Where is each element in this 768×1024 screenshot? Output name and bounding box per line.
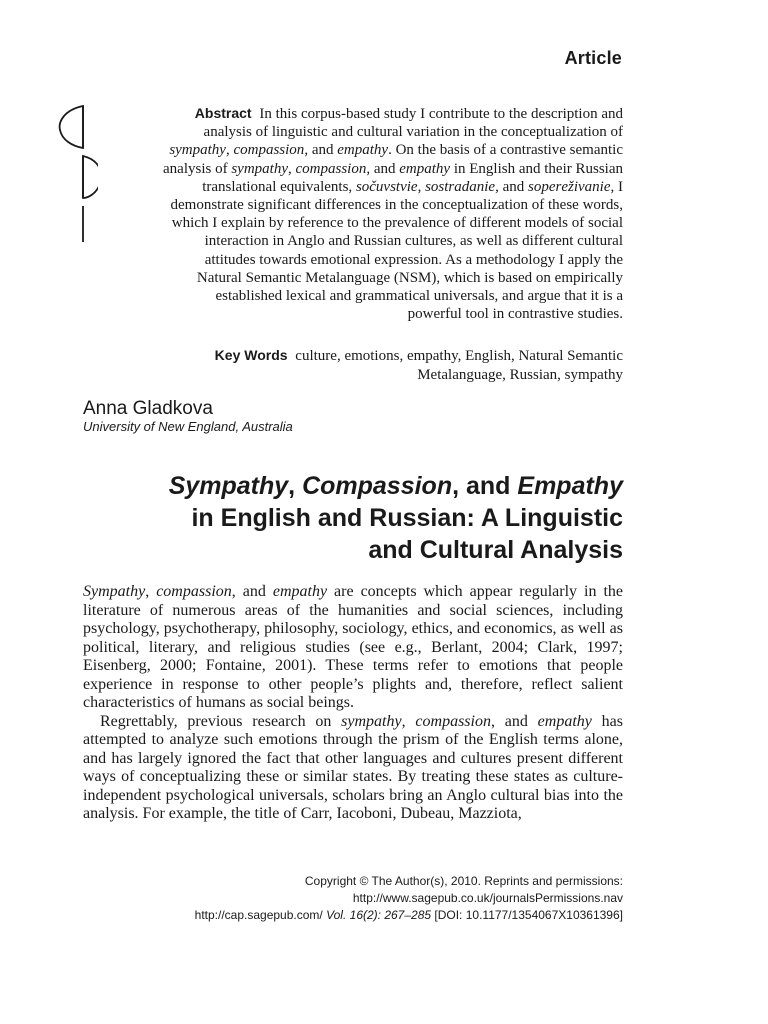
keywords-label: Key Words — [214, 347, 288, 363]
article-label: Article — [564, 48, 622, 68]
paragraph-1: Sympathy, compassion, and empathy are concepts which appear regularly in the literature of numerous areas of the humanities and social sciences, including psychology, psychotherapy, philosophy, sociology, ethics, and economics, as well as political, literary, and religious studies (see e.g., Berlant, 2004; Clark, 1997; Eisenberg, 2000; Fontaine, 2001). These terms refer to emotions that people experience in response to other people’s plights and, therefore, reflect salient characteristics of humans as social beings. — [83, 583, 624, 711]
author-name: Anna Gladkova — [83, 398, 213, 419]
keywords — [203, 346, 623, 384]
journal-logo-icon — [58, 104, 98, 244]
permissions-link[interactable]: http://www.sagepub.co.uk/journalsPermissions.nav — [352, 891, 623, 905]
citation-line — [63, 907, 623, 924]
doi: [DOI: 10.1177/1354067X10361396] — [434, 908, 623, 922]
paragraph-2: Regrettably, previous research on sympathy, compassion, and empathy has attempted to analyze such emotions through the prism of the English terms alone, and has largely ignored the fact that other languages and cultures present different ways of conceptualizing these or similar states. By treating these states as culture-independent psychological universals, scholars bring an Anglo cultural bias into the analysis. For example, the title of Carr, Iacoboni, Dubeau, Mazziota, — [83, 712, 623, 822]
copyright-footer — [63, 873, 623, 924]
volume-info: Vol. 16(2): 267–285 — [326, 908, 432, 922]
abstract-label: Abstract — [194, 105, 252, 121]
journal-url[interactable]: http://cap.sagepub.com/ — [194, 908, 323, 922]
author-affiliation: University of New England, Australia — [83, 419, 293, 434]
copyright-line: Copyright © The Author(s), 2010. Reprints and permissions: — [304, 874, 623, 888]
keywords-text: culture, emotions, empathy, English, Natural Semantic Metalanguage, Russian, sympathy — [291, 348, 623, 383]
body-text — [83, 583, 623, 824]
abstract: Abstract In this corpus-based study I contribute to the description and analysis of linguistic and cultural variation in the conceptualization of sympathy, compassion, and empathy. On the basis of a contrastive semantic analysis of sympathy, compassion, and empathy in English and their Russian translational equivalents, sočuvstvie, sostradanie, and soperеživanie, I demonstrate significant differences in the conceptualization of these words, which I explain by reference to the prevalence of different models of social interaction in Anglo and Russian cultures, as well as different cultural attitudes towards emotional expression. As a methodology I apply the Natural Semantic Metalanguage (NSM), which is based on empirically established lexical and grammatical universals, and argue that it is a powerful tool in contrastive studies. — [163, 105, 623, 323]
article-title: Sympathy, Compassion, and Empathy in English and Russian: A Linguistic and Cultural Analysis — [168, 472, 623, 564]
